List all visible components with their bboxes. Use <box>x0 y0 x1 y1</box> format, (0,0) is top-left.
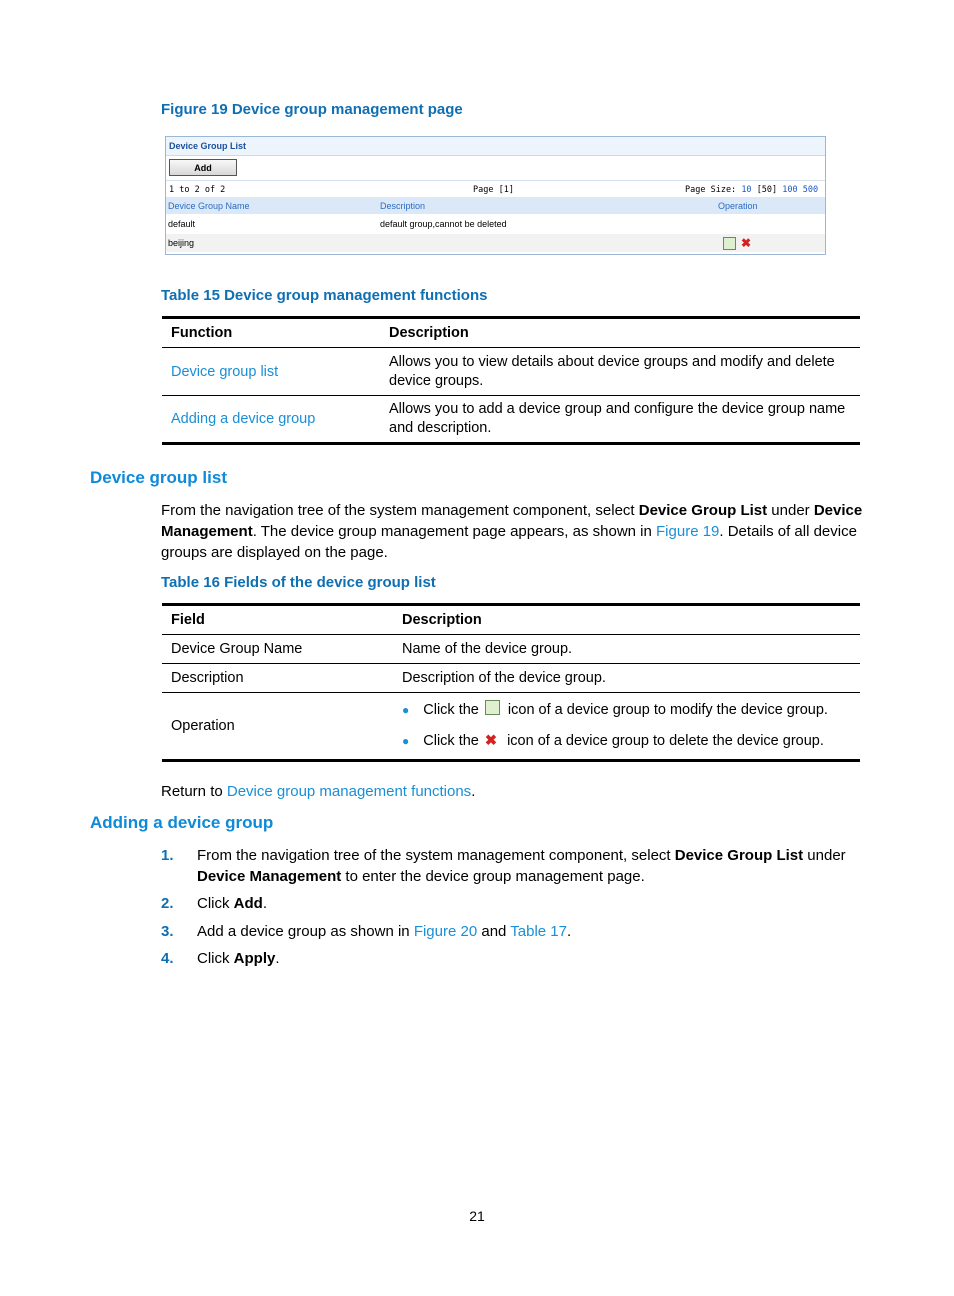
delete-icon: ✖ <box>484 733 498 749</box>
add-button[interactable]: Add <box>169 159 237 176</box>
group-description: default group,cannot be deleted <box>380 219 507 229</box>
function-description: Allows you to view details about device groups and modify and delete device groups. <box>389 353 835 389</box>
step: 2. Click Add. <box>161 895 268 912</box>
field-description <box>393 693 860 761</box>
page-size-selector <box>685 185 818 195</box>
link-adding-device-group[interactable]: Adding a device group <box>171 411 316 427</box>
col-description[interactable]: Description <box>380 201 426 211</box>
group-name: beijing <box>168 238 195 248</box>
section1-paragraph: From the navigation tree of the system management component, select Device Group List under Device Management. The device group management page appears, as shown in Figure 19. Details of all device groups are displayed on the page. <box>161 502 863 561</box>
modify-icon[interactable] <box>723 237 736 250</box>
page-size-label: Page Size: <box>685 185 737 195</box>
page-text: Page [1] <box>473 185 514 195</box>
col-operation: Operation <box>718 201 758 211</box>
step: 3. Add a device group as shown in Figure 20 and Table 17. <box>161 923 572 940</box>
page-size-10[interactable]: 10 <box>741 185 752 195</box>
fields-table <box>162 603 860 762</box>
step: 4. Click Apply. <box>161 950 280 967</box>
header-description: Description <box>389 325 469 341</box>
function-description: Allows you to add a device group and configure the device group name and description. <box>389 401 846 436</box>
table-header-row <box>166 197 825 214</box>
figure-caption: Figure 19 Device group management page <box>161 101 463 118</box>
steps-list <box>161 845 866 969</box>
table-row <box>166 215 825 233</box>
page-size-50: [50] <box>756 185 778 195</box>
modify-icon <box>485 700 500 715</box>
page-size-100[interactable]: 100 <box>782 185 798 195</box>
delete-icon[interactable]: ✖ <box>741 236 752 250</box>
group-name: default <box>168 219 196 229</box>
page-size-500[interactable]: 500 <box>802 185 819 195</box>
table16-caption: Table 16 Fields of the device group list <box>161 574 436 591</box>
bullet-delete: ● Click the ✖ icon of a device group to delete the device group. <box>402 733 824 749</box>
table-row <box>166 234 825 252</box>
field-name: Device Group Name <box>171 641 303 657</box>
header-function: Function <box>171 325 233 341</box>
col-device-group-name[interactable]: Device Group Name <box>168 201 250 211</box>
field-description: Name of the device group. <box>402 641 573 657</box>
bullet-modify: ● Click the icon of a device group to modify the device group. <box>402 702 828 718</box>
step: 1. From the navigation tree of the system management component, select Device Group List under Device Management to enter the device group management page. <box>161 847 846 885</box>
section-heading-device-group-list: Device group list <box>90 468 227 487</box>
section-heading-adding-device-group: Adding a device group <box>90 813 274 832</box>
header-field: Field <box>171 612 205 628</box>
panel-title-bar <box>166 137 825 156</box>
range-text: 1 to 2 of 2 <box>169 185 226 195</box>
figure-19-link[interactable]: Figure 19 <box>656 523 720 540</box>
return-line: Return to Device group management functions. <box>161 783 476 800</box>
table15-caption: Table 15 Device group management functions <box>161 287 488 304</box>
link-device-group-list[interactable]: Device group list <box>171 363 279 380</box>
header-description: Description <box>402 612 482 628</box>
functions-table <box>162 316 860 445</box>
field-description: Description of the device group. <box>402 670 606 686</box>
page-number: 21 <box>469 1208 485 1224</box>
table-17-link[interactable]: Table 17 <box>510 923 567 940</box>
field-name: Operation <box>171 718 235 734</box>
field-name: Description <box>171 670 244 686</box>
pager-bar <box>166 180 825 197</box>
return-link[interactable]: Device group management functions <box>226 783 472 800</box>
device-group-list-screenshot <box>165 136 826 255</box>
panel-title: Device Group List <box>169 141 247 151</box>
figure-20-link[interactable]: Figure 20 <box>413 923 478 940</box>
